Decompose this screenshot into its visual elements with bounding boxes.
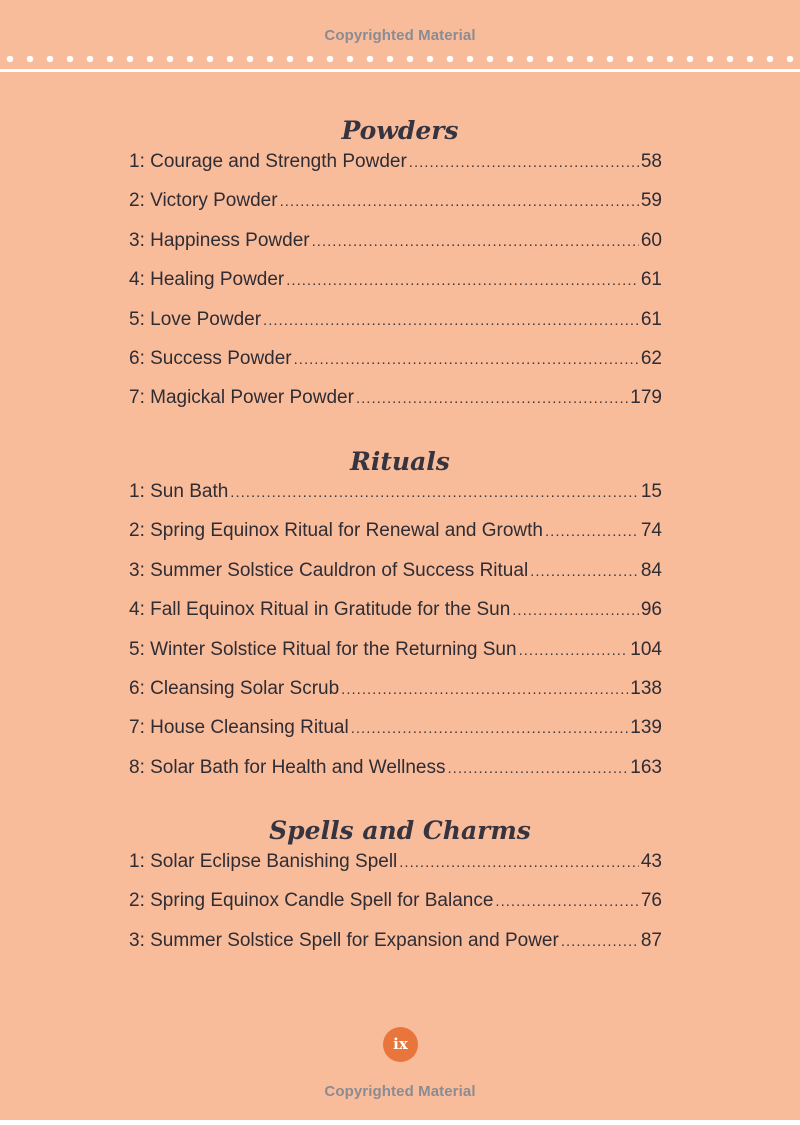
toc-entry-page: 15 <box>640 481 662 502</box>
toc-entry-title: 4: Fall Equinox Ritual in Gratitude for the Sun <box>129 599 511 621</box>
toc-entry-title: 3: Happiness Powder <box>129 229 310 251</box>
toc-entry-page: 61 <box>640 308 662 330</box>
toc-entry-title: 4: Healing Powder <box>129 269 285 291</box>
toc-entry-page: 43 <box>640 851 662 872</box>
dot-leader <box>341 681 628 698</box>
toc-entry <box>129 930 662 969</box>
toc-entry-page: 87 <box>640 929 662 951</box>
toc-entry-page: 138 <box>630 677 662 699</box>
toc-list-powders <box>129 151 662 427</box>
toc-entry-page: 76 <box>640 890 662 912</box>
toc-entry-title: 7: Magickal Power Powder <box>129 387 354 409</box>
toc-entry-title: 1: Solar Eclipse Banishing Spell <box>129 851 398 872</box>
dot-row <box>0 55 800 63</box>
page-number-badge: ix <box>383 1027 418 1062</box>
toc-entry-title: 3: Summer Solstice Spell for Expansion and Power <box>129 929 559 951</box>
toc-entry <box>129 599 662 638</box>
watermark-bottom: Copyrighted Material <box>324 1083 476 1100</box>
toc-entry-title: 7: House Cleansing Ritual <box>129 717 349 739</box>
toc-entry-page: 104 <box>630 638 662 660</box>
toc-entry-page: 179 <box>630 387 662 409</box>
toc-entry <box>129 481 662 520</box>
toc-entry <box>129 639 662 678</box>
dot-leader <box>263 312 639 329</box>
dot-leader <box>512 602 639 619</box>
toc-entry <box>129 560 662 599</box>
dot-leader <box>495 893 638 910</box>
dot-leader <box>280 193 639 210</box>
dot-leader <box>409 154 639 171</box>
toc-entry-title: 6: Cleansing Solar Scrub <box>129 677 340 699</box>
toc-entry-page: 60 <box>640 229 662 251</box>
section-title-spells: Spells and Charms <box>269 816 531 845</box>
section-title-rituals: Rituals <box>350 447 450 476</box>
toc-list-rituals <box>129 481 662 796</box>
toc-entry <box>129 678 662 717</box>
toc-entry-page: 96 <box>640 599 662 621</box>
toc-entry-title: 1: Courage and Strength Powder <box>129 151 407 172</box>
dot-leader <box>545 523 639 540</box>
toc-list-spells <box>129 851 662 969</box>
toc-entry-page: 58 <box>640 151 662 172</box>
dot-leader <box>294 351 639 368</box>
dot-leader <box>351 720 629 737</box>
toc-entry <box>129 309 662 348</box>
toc-entry-page: 59 <box>640 190 662 212</box>
toc-entry-page: 62 <box>640 347 662 369</box>
toc-entry-page: 84 <box>640 559 662 581</box>
toc-entry <box>129 387 662 426</box>
toc-entry <box>129 851 662 890</box>
bottom-edge-line <box>0 1120 800 1125</box>
toc-entry <box>129 520 662 559</box>
dot-leader <box>356 390 628 407</box>
dot-leader <box>286 272 639 289</box>
toc-entry <box>129 348 662 387</box>
toc-entry <box>129 269 662 308</box>
toc-entry <box>129 757 662 796</box>
toc-entry-title: 2: Spring Equinox Candle Spell for Balance <box>129 890 494 912</box>
dot-leader <box>399 854 639 871</box>
dot-leader <box>448 760 629 777</box>
toc-entry-title: 2: Spring Equinox Ritual for Renewal and Growth <box>129 520 544 542</box>
toc-entry <box>129 151 662 190</box>
toc-entry-page: 61 <box>640 269 662 291</box>
toc-entry-page: 163 <box>630 756 662 778</box>
toc-entry-page: 74 <box>640 520 662 542</box>
dot-leader <box>230 484 639 501</box>
toc-entry-page: 139 <box>630 717 662 739</box>
top-rule-line <box>0 69 800 72</box>
toc-entry-title: 2: Victory Powder <box>129 190 278 212</box>
toc-entry-title: 6: Success Powder <box>129 347 292 369</box>
section-title-powders: Powders <box>341 116 459 145</box>
dotted-rule <box>0 53 800 65</box>
toc-entry-title: 5: Love Powder <box>129 308 262 330</box>
toc-entry <box>129 717 662 756</box>
dot-leader <box>519 642 629 659</box>
watermark-top: Copyrighted Material <box>324 27 476 44</box>
toc-entry <box>129 230 662 269</box>
toc-entry-title: 1: Sun Bath <box>129 481 229 502</box>
toc-entry-title: 5: Winter Solstice Ritual for the Returning Sun <box>129 638 517 660</box>
dot-leader <box>530 563 639 580</box>
toc-entry-title: 3: Summer Solstice Cauldron of Success Ritual <box>129 559 529 581</box>
toc-entry <box>129 890 662 929</box>
dot-leader <box>312 233 639 250</box>
dot-leader <box>561 933 639 950</box>
toc-entry-title: 8: Solar Bath for Health and Wellness <box>129 756 446 778</box>
toc-entry <box>129 190 662 229</box>
